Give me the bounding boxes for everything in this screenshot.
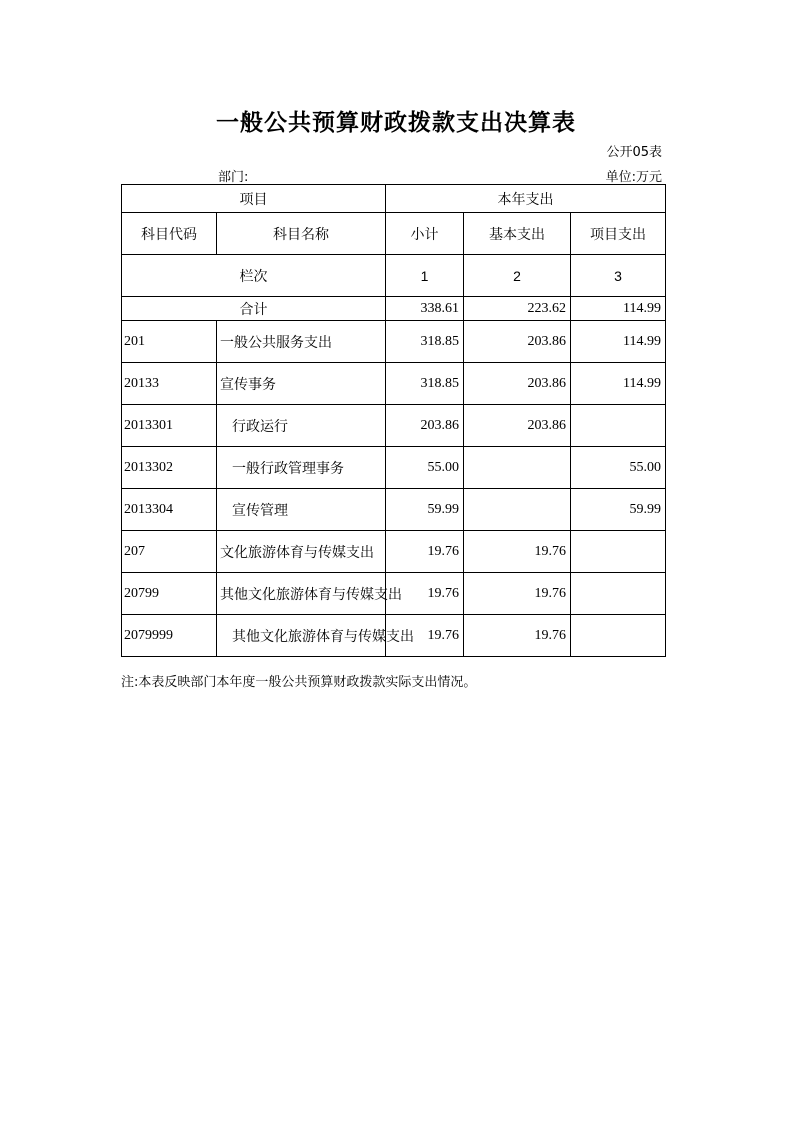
header-project: 项目 [122,185,386,213]
department-label: 部门: [218,170,249,185]
row-code: 2013301 [122,405,217,447]
header-row-2 [122,213,666,255]
row-code: 201 [122,321,217,363]
row-subtotal: 59.99 [386,489,464,531]
row-project [571,615,666,657]
row-subtotal: 55.00 [386,447,464,489]
row-basic [464,447,571,489]
row-code: 20133 [122,363,217,405]
row-name: 行政运行 [217,405,386,447]
total-row [122,297,666,321]
table-row [122,615,666,657]
row-name: 宣传事务 [217,363,386,405]
row-code: 207 [122,531,217,573]
row-name: 一般行政管理事务 [217,447,386,489]
header-name: 科目名称 [217,213,386,255]
row-project: 55.00 [571,447,666,489]
column-number-3: 3 [571,255,666,297]
row-basic: 203.86 [464,405,571,447]
row-subtotal: 19.76 [386,531,464,573]
table-row [122,447,666,489]
table-row [122,405,666,447]
row-code: 20799 [122,573,217,615]
form-code: 公开05表 [606,145,662,160]
column-number-1: 1 [386,255,464,297]
row-name: 文化旅游体育与传媒支出 [217,531,386,573]
table-row [122,489,666,531]
header-basic: 基本支出 [464,213,571,255]
row-subtotal: 19.76 [386,615,464,657]
row-name: 一般公共服务支出 [217,321,386,363]
column-number-row [122,255,666,297]
table-row [122,573,666,615]
page-title: 一般公共预算财政拨款支出决算表 [216,110,576,136]
table-row [122,531,666,573]
row-project [571,573,666,615]
total-label: 合计 [122,297,386,321]
row-name: 其他文化旅游体育与传媒支出 [217,573,386,615]
header-code: 科目代码 [122,213,217,255]
row-basic: 203.86 [464,363,571,405]
unit-label: 单位:万元 [605,170,662,185]
row-subtotal: 318.85 [386,363,464,405]
row-project [571,531,666,573]
row-project: 59.99 [571,489,666,531]
table-row [122,321,666,363]
total-subtotal: 338.61 [386,297,464,321]
header-subtotal: 小计 [386,213,464,255]
row-name: 宣传管理 [217,489,386,531]
row-basic: 19.76 [464,573,571,615]
table-row [122,363,666,405]
expenditure-table [121,184,666,657]
row-project [571,405,666,447]
row-subtotal: 203.86 [386,405,464,447]
header-project-exp: 项目支出 [571,213,666,255]
total-project: 114.99 [571,297,666,321]
total-basic: 223.62 [464,297,571,321]
row-project: 114.99 [571,321,666,363]
column-number-label: 栏次 [122,255,386,297]
row-project: 114.99 [571,363,666,405]
row-name: 其他文化旅游体育与传媒支出 [217,615,386,657]
row-subtotal: 318.85 [386,321,464,363]
row-subtotal: 19.76 [386,573,464,615]
column-number-2: 2 [464,255,571,297]
row-code: 2079999 [122,615,217,657]
row-basic: 19.76 [464,615,571,657]
row-basic [464,489,571,531]
row-basic: 203.86 [464,321,571,363]
header-current-year: 本年支出 [386,185,666,213]
row-code: 2013304 [122,489,217,531]
row-code: 2013302 [122,447,217,489]
footnote: 注:本表反映部门本年度一般公共预算财政拨款实际支出情况。 [121,675,477,690]
row-basic: 19.76 [464,531,571,573]
header-row-1 [122,185,666,213]
